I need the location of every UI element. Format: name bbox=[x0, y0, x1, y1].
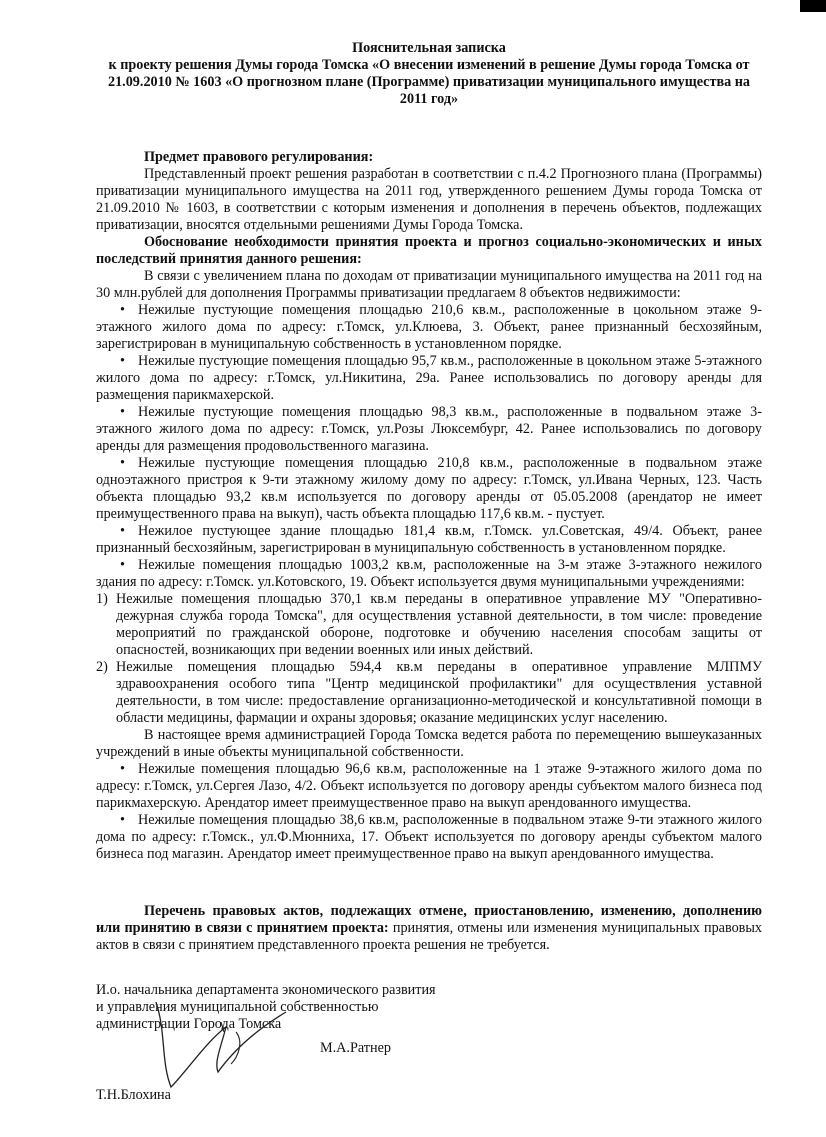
section3-body: принятия, отмены или изменения муниципальных правовых актов в связи с принятием представленного проекта решения не требуется. bbox=[96, 920, 762, 953]
list-item: • Нежилые пустующие помещения площадью 210,8 кв.м., расположенные в подвальном этаже одноэтажного пристроя к 9-ти этажному жилому дому по адресу: г.Томск, ул.Ивана Черных, 123. Часть объекта площадью 93,2 кв.м используется по договору аренды от 05.05.2008 (арендатор не имеет преимущественного права на выкуп), часть объекта площадью 117,6 кв.м. - пустует. bbox=[96, 455, 762, 522]
section3-paragraph bbox=[96, 903, 762, 954]
document-title bbox=[96, 40, 762, 108]
numbered-item: 2) Нежилые помещения площадью 594,4 кв.м переданы в оперативное управление МЛПМУ здравоохранения особого типа "Центр медицинской профилактики" для осуществления уставной деятельности, в том числе: предоставление организационно-методической и консультативной помощи в области медицины, фармации и охраны здоровья; оказание медицинских услуг населению. bbox=[96, 659, 762, 726]
numbered-item: 1) Нежилые помещения площадью 370,1 кв.м переданы в оперативное управление МУ "Оперативно-дежурная служба города Томска", для осуществления уставной деятельности, в том числе: проведение мероприятий по гражданской обороне, подготовке и обучению населения способам защиты от опасностей, возникающих при ведении военных или иных действий. bbox=[96, 591, 762, 658]
list-item: • Нежилые пустующие помещения площадью 98,3 кв.м., расположенные в подвальном этаже 3-этажного жилого дома по адресу: г.Томск, ул.Розы Люксембург, 42. Ранее использовались по договору аренды для размещения продовольственного магазина. bbox=[96, 404, 762, 454]
section2-intro: В связи с увеличением плана по доходам от приватизации муниципального имущества на 2011 год на 30 млн.рублей для дополнения Программы приватизации предлагаем 8 объектов недвижимости: bbox=[96, 268, 762, 301]
relocation-note: В настоящее время администрацией Города Томска ведется работа по перемещению вышеуказанных учреждений в иные объекты муниципальной собственности. bbox=[96, 727, 762, 760]
list-item: • Нежилое пустующее здание площадью 181,4 кв.м, г.Томск. ул.Советская, 49/4. Объект, ранее признанный бесхозяйным, зарегистрирован в муниципальную собственность в установленном порядке. bbox=[96, 523, 762, 556]
list-item: • Нежилые пустующие помещения площадью 95,7 кв.м., расположенные в цокольном этаже 5-этажного жилого дома по адресу: г.Томск, ул.Никитина, 29а. Ранее использовались по договору аренды для размещения парикмахерской. bbox=[96, 353, 762, 403]
handwritten-signature bbox=[126, 1002, 316, 1097]
signatory-position-line-2: и управления муниципальной собственностью bbox=[96, 999, 379, 1015]
section2-heading: Обоснование необходимости принятия проекта и прогноз социально-экономических и иных последствий принятия данного решения: bbox=[96, 234, 762, 267]
list-item: • Нежилые помещения площадью 38,6 кв.м, расположенные в подвальном этаже 9-ти этажного жилого дома по адресу: г.Томск., ул.Ф.Мюнниха, 17. Объект используется по договору аренды субъектом малого бизнеса под магазин. Арендатор имеет преимущественное право на выкуп арендованного имущества. bbox=[96, 812, 762, 862]
list-item: • Нежилые пустующие помещения площадью 210,6 кв.м., расположенные в цокольном этаже 9-этажного жилого дома по адресу: г.Томск, ул.Клюева, 3. Объект, ранее признанный бесхозяйным, зарегистрирован в муниципальную собственность в установленном порядке. bbox=[96, 302, 762, 352]
list-item: • Нежилые помещения площадью 96,6 кв.м, расположенные на 1 этаже 9-этажного жилого дома по адресу: г.Томск, ул.Сергея Лазо, 4/2. Объект используется по договору аренды субъектом малого бизнеса под парикмахерскую. Арендатор имеет преимущественное право на выкуп арендованного имущества. bbox=[96, 761, 762, 811]
signer-name: М.А.Ратнер bbox=[320, 1040, 391, 1056]
signatory-position-line-1: И.о. начальника департамента экономического развития bbox=[96, 982, 436, 998]
objects-list-continued bbox=[96, 761, 762, 863]
title-line-2: к проекту решения Думы города Томска «О внесении изменений в решение Думы города Томска от 21.09.2010 № 1603 «О прогнозном плане (Программе) приватизации муниципального имущества на 2011 год» bbox=[107, 57, 751, 107]
signatory-position-line-3: администрации Города Томска bbox=[96, 1016, 282, 1032]
section3-heading: Перечень правовых актов, подлежащих отмене, приостановлению, изменению, дополнению или принятию в связи с принятием проекта: bbox=[96, 903, 762, 936]
objects-list bbox=[96, 302, 762, 591]
signature-block bbox=[96, 982, 762, 1102]
section1-heading: Предмет правового регулирования: bbox=[144, 149, 374, 165]
scan-corner-mark bbox=[800, 0, 826, 12]
section1-body: Представленный проект решения разработан в соответствии с п.4.2 Прогнозного плана (Программы) приватизации муниципального имущества на 2011 год, утвержденного решением Думы города Томска от 21.09.2010 № 1603, в соответствии с которым изменения и дополнения в перечень объектов, подлежащих приватизации, вносятся отдельными решениями Думы Города Томска. bbox=[96, 166, 762, 233]
institutions-list bbox=[96, 591, 762, 727]
author-name: Т.Н.Блохина bbox=[96, 1087, 171, 1103]
title-line-1: Пояснительная записка bbox=[352, 40, 506, 56]
document-page bbox=[96, 40, 762, 1102]
list-item: • Нежилые помещения площадью 1003,2 кв.м, расположенные на 3-м этаже 3-этажного нежилого здания по адресу: г.Томск. ул.Котовского, 19. Объект используется двумя муниципальными учреждениями: bbox=[96, 557, 762, 590]
